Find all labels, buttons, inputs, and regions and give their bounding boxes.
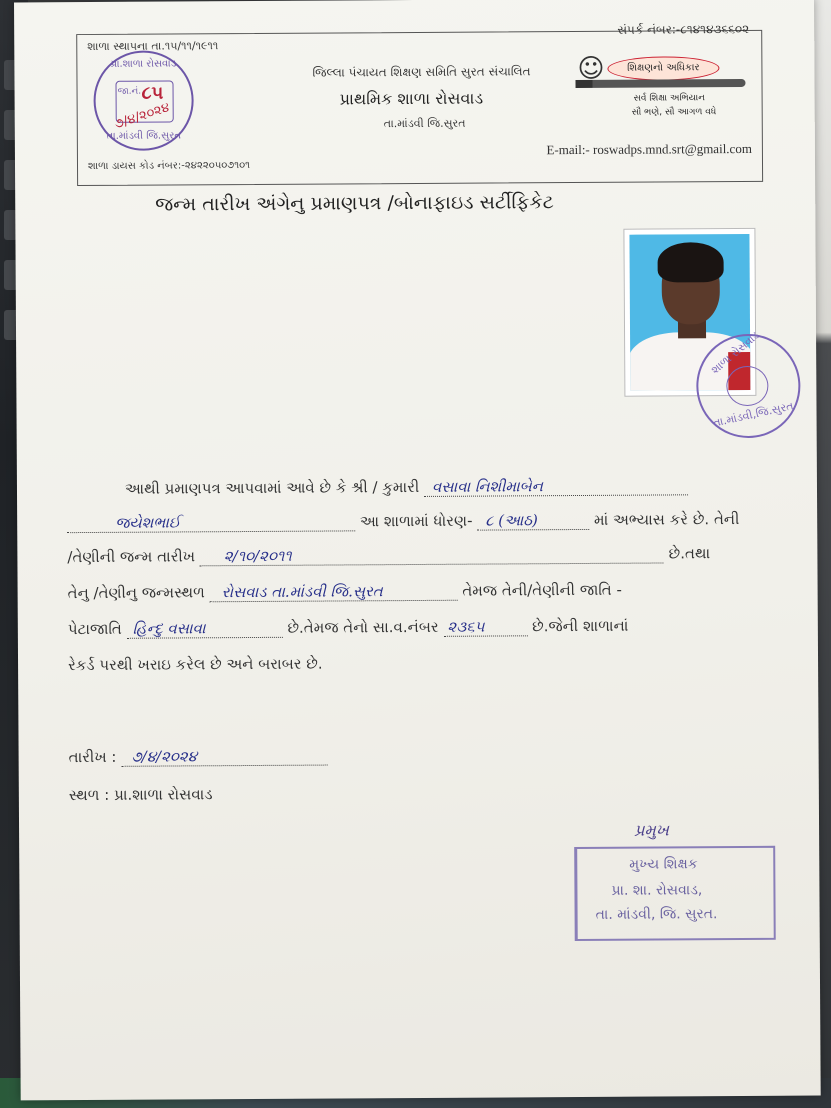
line2-mid: આ શાળામાં ધોરણ- <box>359 511 473 531</box>
certificate-title: જન્મ તારીખ અંગેનુ પ્રમાણપત્ર /બોનાફાઇડ સર્ટીફિકેટ <box>155 191 554 216</box>
father-name: જયેશભાઈ <box>115 513 181 532</box>
dise-code: શાળા ડાયસ કોડ નંબર:-૨૪૨૨૦૫૦૭૧૦૧ <box>87 160 251 172</box>
stamp-school: પ્રા. શા. રોસવાડ, <box>611 882 703 899</box>
logo-tagline: સર્વ શિક્ષા અભિયાન <box>633 93 705 104</box>
line4-prefix: તેનુ /તેણીનુ જન્મસ્થળ <box>67 583 205 603</box>
standard: ૮ (આઠ) <box>485 511 538 530</box>
headmaster-stamp <box>574 846 776 941</box>
stamp-inner-circle <box>726 366 768 406</box>
stamp-ring-top: પ્રા.શાળા રોસવાડ <box>110 58 177 70</box>
line3-suffix: છે.તથા <box>668 544 711 563</box>
letterhead <box>76 21 763 186</box>
stamp-date: ૭/૪/૨૦૨૪ <box>112 100 172 133</box>
child-icon: ☺ <box>577 53 605 85</box>
body-line-2 <box>67 510 739 533</box>
school-round-stamp <box>696 328 801 439</box>
line5-prefix: પેટાજાતિ <box>67 619 122 639</box>
place-line: સ્થળ : પ્રા.શાળા રોસવાડ <box>68 785 213 805</box>
stamp-ring-bottom: તા.માંડવી જિ.સુરત <box>106 130 182 142</box>
signature-scribble: પ્રમુખ <box>634 820 669 840</box>
contact-number: સંપર્ક નંબર:-૮૧૪૧૪૩૬૬૦૨ <box>617 21 750 37</box>
line3-prefix: /તેણીની જન્મ તારીખ <box>67 547 196 567</box>
certificate-paper <box>14 0 821 1100</box>
body-line-4 <box>68 581 622 603</box>
body-line-6: રેકર્ડ પરથી ખરાઇ કરેલ છે અને બરાબર છે. <box>68 654 323 675</box>
logo-motto: સૌ ભણે, સૌ આગળ વધે <box>631 107 717 118</box>
body-line-5 <box>68 617 629 639</box>
inward-stamp <box>93 50 194 151</box>
student-name: વસાવા નિશીમાબેન <box>431 477 543 496</box>
school-email: E-mail:- roswadps.mnd.srt@gmail.com <box>546 140 752 158</box>
date-label: તારીખ : <box>68 747 117 767</box>
committee-text: જિલ્લા પંચાયત શિક્ષણ સમિતિ સુરત સંચાલિત <box>312 64 531 80</box>
education-right-logo <box>575 53 755 124</box>
line4-suffix: તેમજ તેની/તેણીની જાતિ - <box>462 580 622 600</box>
stamp-ring-bottom: તા.માંડવી,જિ.સુરત <box>711 399 795 430</box>
stamp-address: તા. માંડવી, જિ. સુરત. <box>595 906 718 923</box>
body-line-3 <box>67 544 710 567</box>
caste: હિન્દુ વસાવા <box>132 619 206 638</box>
birth-date: ૨/૧૦/૨૦૧૧ <box>223 546 292 566</box>
school-name: પ્રાથમિક શાળા રોસવાડ <box>339 88 484 109</box>
birth-place: રોસવાડ તા.માંડવી જિ.સુરત <box>221 582 383 602</box>
established-date: શાળા સ્થાપના તા.૧૫/૧૧/૧૯૧૧ <box>87 39 219 53</box>
headmaster-signature <box>574 820 775 941</box>
school-address: તા.માંડવી જિ.સુરત <box>383 116 466 131</box>
logo-badge: શિક્ષણનો અધિકાર <box>607 56 719 81</box>
line2-suffix: માં અભ્યાસ કરે છે. તેની <box>593 510 740 529</box>
date-line <box>69 747 328 768</box>
line5-suffix: છે.જેની શાળાનાં <box>532 616 629 636</box>
stamp-ring-top: શાળા રોસવાડ <box>708 328 762 377</box>
stamp-inward-number: ૮૫ <box>141 82 164 104</box>
stamp-title: મુખ્ય શિક્ષક <box>629 856 698 873</box>
register-number: ૨૩૬૫ <box>447 617 485 636</box>
body-line-1 <box>125 476 688 498</box>
stamp-inward-label: જા.નં. <box>117 86 142 97</box>
photo-hair <box>657 242 723 282</box>
line5-mid: છે.તેમજ તેનો સા.વ.નંબર <box>287 617 439 637</box>
line1-prefix: આથી પ્રમાણપત્ર આપવામાં આવે છે કે શ્રી / કુમારી <box>124 477 420 498</box>
issue-date: ૭/૪/૨૦૨૪ <box>131 747 198 766</box>
